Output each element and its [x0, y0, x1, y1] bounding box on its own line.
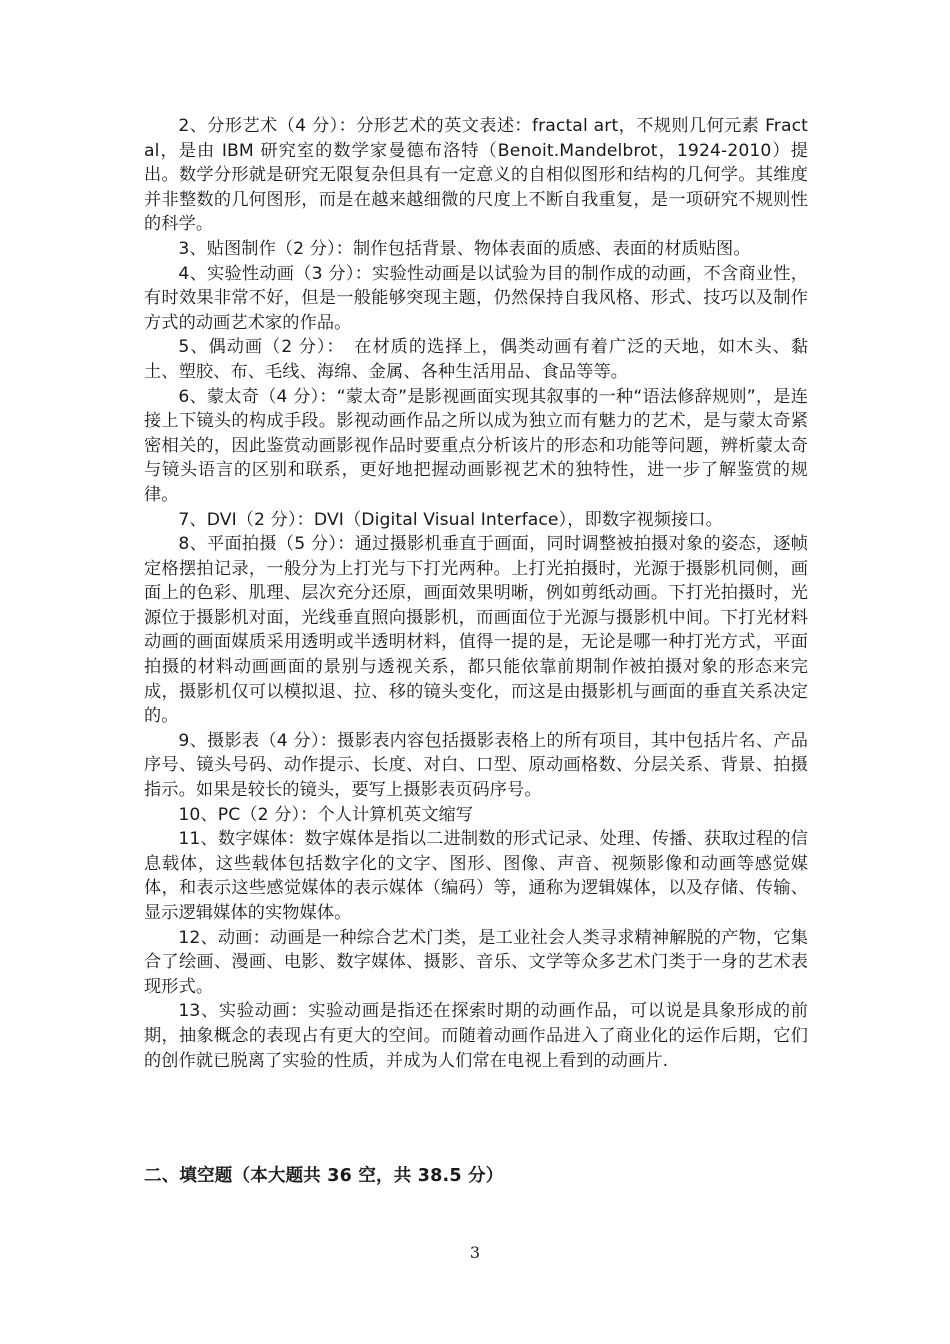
paragraph-montage: 6、蒙太奇（4 分）：“蒙太奇”是影视画面实现其叙事的一种“语法修辞规则”，是连接上下镜头的构成手段。影视动画作品之所以成为独立而有魅力的艺术，是与蒙太奇紧密相关的，因此鉴赏动画影视作品时要重点分析该片的形态和功能等问题，辨析蒙太奇与镜头语言的区别和联系，更好地把握动画影视艺术的独特性，进一步了解鉴赏的规律。	[144, 386, 808, 505]
paragraph-flat-shooting: 8、平面拍摄（5 分）：通过摄影机垂直于画面，同时调整被拍摄对象的姿态，逐帧定格摆拍记录，一般分为上打光与下打光两种。上打光拍摄时，光源于摄影机同侧，画面上的色彩、肌理、层次充分还原，画面效果明晰，例如剪纸动画。下打光拍摄时，光源位于摄影机对面，光线垂直照向摄影机，而画面位于光源与摄影机中间。下打光材料动画的画面媒质采用透明或半透明材料，值得一提的是，无论是哪一种打光方式，平面拍摄的材料动画画面的景别与透视关系，都只能依靠前期制作被拍摄对象的形态来完成，摄影机仅可以模拟退、拉、移的镜头变化，而这是由摄影机与画面的垂直关系决定的。	[144, 534, 808, 727]
paragraph-puppet-animation: 5、偶动画（2 分）： 在材质的选择上，偶类动画有着广泛的天地，如木头、黏土、塑胶、布、毛线、海绵、金属、各种生活用品、食品等等。	[144, 337, 808, 382]
document-body	[144, 114, 808, 1073]
paragraph-experimental-animation-2: 13、实验动画：实验动画是指还在探索时期的动画作品，可以说是具象形成的前期，抽象概念的表现占有更大的空间。而随着动画作品进入了商业化的运作后期，它们的创作就已脱离了实验的性质，并成为人们常在电视上看到的动画片.	[144, 1001, 808, 1071]
page-number: 3	[469, 1243, 481, 1262]
paragraph-exposure-sheet: 9、摄影表（4 分）：摄影表内容包括摄影表格上的所有项目，其中包括片名、产品序号、镜头号码、动作提示、长度、对白、口型、原动画格数、分层关系、背景、拍摄指示。如果是较长的镜头，要写上摄影表页码序号。	[144, 730, 808, 801]
paragraph-experimental-animation: 4、实验性动画（3 分）：实验性动画是以试验为目的制作成的动画，不含商业性，有时效果非常不好，但是一般能够突现主题，仍然保持自我风格、形式、技巧以及制作方式的动画艺术家的作品。	[144, 263, 808, 333]
paragraph-texture-mapping: 3、贴图制作（2 分）：制作包括背景、物体表面的质感、表面的材质贴图。	[178, 238, 751, 259]
paragraph-fractal-art: 2、分形艺术（4 分）：分形艺术的英文表述：fractal art，不规则几何元素 Fractal，是由 IBM 研究室的数学家曼德布洛特（Benoit.Mandelbrot，1924-2010）提出。数学分形就是研究无限复杂但具有一定意义的自相似图形和结构的几何学。其维度并非整数的几何图形，而是在越来越细微的尺度上不断自我重复，是一项研究不规则性的科学。	[144, 116, 808, 235]
paragraph-dvi: 7、DVI（2 分）：DVI（Digital Visual Interface），即数字视频接口。	[178, 509, 723, 530]
paragraph-digital-media: 11、数字媒体：数字媒体是指以二进制数的形式记录、处理、传播、获取过程的信息载体，这些载体包括数字化的文字、图形、图像、声音、视频影像和动画等感觉媒体，和表示这些感觉媒体的表示媒体（编码）等，通称为逻辑媒体，以及存储、传输、显示逻辑媒体的实物媒体。	[144, 829, 808, 923]
section-heading: 二、填空题（本大题共 36 空，共 38.5 分）	[144, 1166, 504, 1186]
paragraph-pc: 10、PC（2 分）：个人计算机英文缩写	[178, 804, 474, 825]
paragraph-animation: 12、动画：动画是一种综合艺术门类，是工业社会人类寻求精神解脱的产物，它集合了绘画、漫画、电影、数字媒体、摄影、音乐、文学等众多艺术门类于一身的艺术表现形式。	[144, 927, 808, 997]
